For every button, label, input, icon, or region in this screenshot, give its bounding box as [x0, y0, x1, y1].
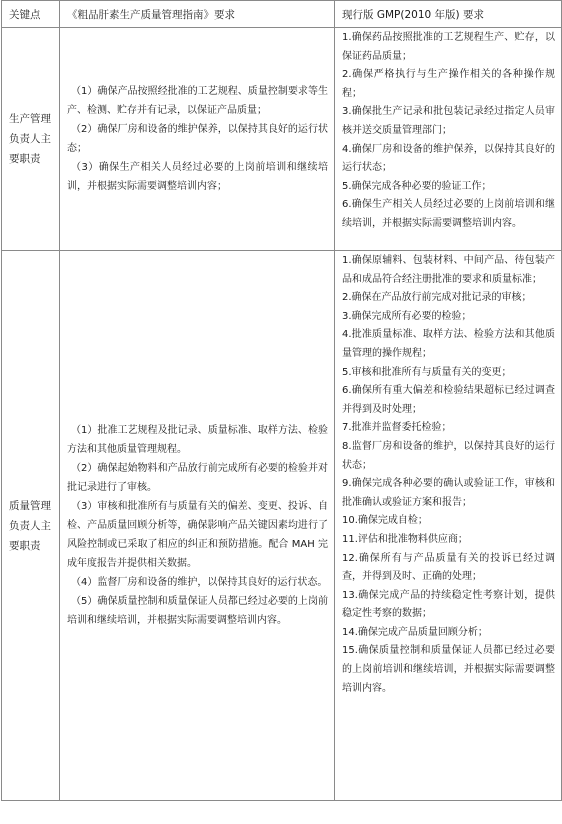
- list-item: 11.评估和批准物料供应商；: [342, 533, 468, 545]
- guide-cell: [60, 28, 335, 251]
- list-item: 1.确保原辅料、包装材料、中间产品、待包装产品和成品符合经注册批准的要求和质量标准；: [342, 255, 555, 285]
- comparison-table: [1, 0, 562, 801]
- list-item: 3.确保批生产记录和批包装记录经过指定人员审核并送交质量管理部门；: [342, 106, 555, 136]
- list-item: （5）确保质量控制和质量保证人员都已经过必要的上岗前培训和继续培训，并根据实际需要调整培训内容。: [67, 596, 328, 626]
- list-item: 9.确保完成各种必要的确认或验证工作，审核和批准确认或验证方案和报告；: [342, 478, 555, 508]
- header-key-point: 关键点: [2, 1, 60, 28]
- list-item: （3）审核和批准所有与质量有关的偏差、变更、投诉、自检、产品质量回顾分析等，确保影响产品关键因素均进行了风险控制或已采取了相应的纠正和预防措施。配合 MAH 完成年度报告并提供相关数据。: [67, 501, 328, 569]
- list-item: （1）批准工艺规程及批记录、质量标准、取样方法、检验方法和其他质量管理规程。: [67, 425, 328, 455]
- list-item: 7.批准并监督委托检验；: [342, 422, 452, 434]
- list-item: （4）监督厂房和设备的维护，以保持其良好的运行状态。: [71, 577, 328, 588]
- list-item: 2.确保在产品放行前完成对批记录的审核；: [342, 292, 532, 304]
- list-item: 6.确保所有重大偏差和检验结果超标已经过调查并得到及时处理；: [342, 385, 555, 415]
- list-item: 10.确保完成自检；: [342, 515, 428, 527]
- row-key-production-manager: 生产管理负责人主要职责: [2, 28, 60, 251]
- list-item: 14.确保完成产品质量回顾分析；: [342, 626, 488, 638]
- header-row: [2, 1, 562, 28]
- list-item: 4.确保厂房和设备的维护保养，以保持其良好的运行状态；: [342, 143, 555, 174]
- gmp-cell: [335, 251, 562, 801]
- header-guide-requirements: 《粗品肝素生产质量管理指南》要求: [60, 1, 335, 28]
- list-item: 4.批准质量标准、取样方法、检验方法和其他质量管理的操作规程；: [342, 329, 555, 359]
- list-item: （2）确保厂房和设备的维护保养，以保持其良好的运行状态；: [67, 124, 328, 154]
- header-gmp-requirements: 现行版 GMP(2010 年版) 要求: [335, 1, 562, 28]
- list-item: 12.确保所有与产品质量有关的投诉已经过调查，并得到及时、正确的处理；: [342, 552, 555, 583]
- list-item: 13.确保完成产品的持续稳定性考察计划，提供稳定性考察的数据；: [342, 589, 555, 620]
- list-item: 2.确保严格执行与生产操作相关的各种操作规程；: [342, 69, 555, 99]
- table-row: [2, 251, 562, 801]
- list-item: 5.确保完成各种必要的验证工作；: [342, 180, 492, 192]
- list-item: （3）确保生产相关人员经过必要的上岗前培训和继续培训，并根据实际需要调整培训内容；: [67, 162, 328, 192]
- list-item: 5.审核和批准所有与质量有关的变更；: [342, 366, 512, 378]
- table-row: [2, 28, 562, 251]
- list-item: 8.监督厂房和设备的维护，以保持其良好的运行状态；: [342, 440, 555, 471]
- row-key-quality-manager: 质量管理负责人主要职责: [2, 251, 60, 801]
- list-item: （2）确保起始物料和产品放行前完成所有必要的检验并对批记录进行了审核。: [67, 463, 328, 493]
- gmp-cell: [335, 28, 562, 251]
- list-item: （1）确保产品按照经批准的工艺规程、质量控制要求等生产、检测、贮存并有记录，以保证产品质量；: [67, 86, 328, 116]
- list-item: 1.确保药品按照批准的工艺规程生产、贮存，以保证药品质量；: [342, 32, 555, 62]
- list-item: 3.确保完成所有必要的检验；: [342, 310, 472, 322]
- list-item: 6.确保生产相关人员经过必要的上岗前培训和继续培训，并根据实际需要调整培训内容。: [342, 199, 555, 229]
- list-item: 15.确保质量控制和质量保证人员都已经过必要的上岗前培训和继续培训，并根据实际需要调整培训内容。: [342, 645, 555, 694]
- guide-cell: [60, 251, 335, 801]
